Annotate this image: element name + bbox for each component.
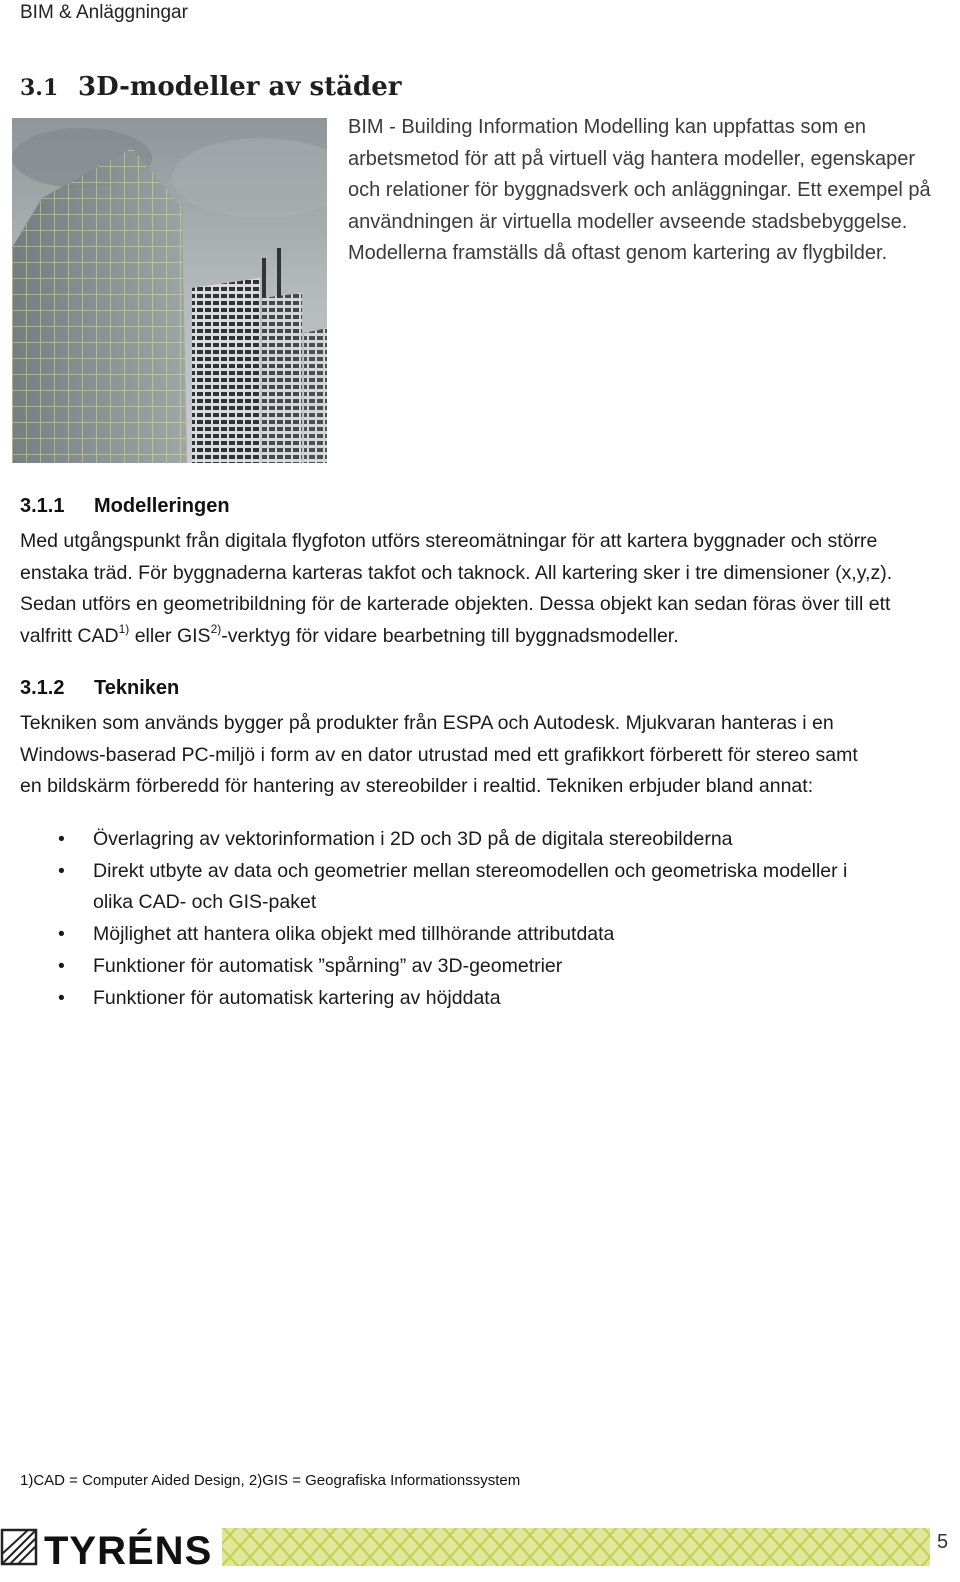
footnote-ref: 1): [118, 621, 130, 636]
intro-paragraph: [348, 112, 960, 270]
list-item: [20, 856, 940, 919]
bullet-icon: •: [58, 923, 65, 946]
bullet-icon: •: [58, 859, 65, 882]
list-item-text: Direkt utbyte av data och geometrier mellan stereomodellen och geometriska modeller i: [93, 859, 848, 882]
list-item: [20, 951, 940, 983]
list-item-text: Möjlighet att hantera olika objekt med tillhörande attributdata: [93, 923, 615, 946]
city-buildings-photo: [12, 118, 327, 463]
paragraph-line: enstaka träd. För byggnaderna karteras takfot och taknock. All kartering sker i tre dimensioner (x,y,z).: [20, 561, 893, 584]
text-run: -verktyg för vidare bearbetning till byggnadsmodeller.: [221, 624, 679, 647]
section-number: 3.1: [20, 75, 59, 101]
section-heading: [20, 72, 401, 102]
intro-line: arbetsmetod för att på virtuell väg hantera modeller, egenskaper: [348, 147, 915, 170]
paragraph-line: Tekniken som används bygger på produkter från ESPA och Autodesk. Mjukvaran hanteras i en: [20, 712, 834, 734]
tyrens-logo-mark: [2, 1530, 36, 1564]
section-title: 3D-modeller av städer: [78, 72, 402, 102]
paragraph-line: [20, 621, 960, 653]
list-item: [20, 983, 940, 1015]
footer-band: [0, 1524, 960, 1568]
paragraph-line: en bildskärm förberedd för hantering av stereobilder i realtid. Tekniken erbjuder bland annat:: [20, 775, 814, 797]
intro-line: användningen är virtuella modeller avseende stadsbebyggelse.: [348, 210, 908, 233]
paragraph-line: Windows-baserad PC-miljö i form av en dator utrustad med ett grafikkort förberett för stereo samt: [20, 743, 858, 766]
text-run: eller GIS: [129, 624, 211, 647]
bullet-icon: •: [58, 828, 65, 850]
brand-logotype: TYRÉNS: [44, 1529, 213, 1568]
list-item: [20, 919, 940, 951]
intro-line: och relationer för byggnadsverk och anläggningar. Ett exempel på: [348, 179, 931, 202]
running-header: BIM & Anläggningar: [20, 2, 188, 23]
subsection-heading: [20, 677, 179, 700]
text-run: valfritt CAD: [20, 624, 119, 647]
subsection-title: Tekniken: [94, 677, 180, 699]
list-item-text: Överlagring av vektorinformation i 2D och 3D på de digitala stereobilderna: [93, 828, 733, 850]
list-item-text: Funktioner för automatisk kartering av höjddata: [93, 986, 501, 1009]
intro-line: Modellerna framställs då oftast genom kartering av flygbilder.: [348, 242, 888, 265]
modelling-paragraph: [20, 526, 960, 652]
subsection-number: 3.1.2: [20, 677, 65, 699]
list-item-text: Funktioner för automatisk ”spårning” av 3D-geometrier: [93, 954, 563, 977]
subsection-number: 3.1.1: [20, 495, 65, 517]
list-item: [20, 824, 940, 856]
paragraph-line: Med utgångspunkt från digitala flygfoton utförs stereomätningar för att kartera byggnader och större: [20, 530, 878, 552]
technology-paragraph: [20, 708, 960, 803]
subsection-heading: [20, 495, 230, 518]
subsection-title: Modelleringen: [94, 495, 230, 517]
list-item-text: olika CAD- och GIS-paket: [93, 891, 317, 914]
bullet-icon: •: [58, 954, 65, 977]
footnote: 1)CAD = Computer Aided Design, 2)GIS = Geografiska Informationssystem: [20, 1472, 521, 1489]
bullet-icon: •: [58, 986, 65, 1009]
intro-line: BIM - Building Information Modelling kan uppfattas som en: [348, 116, 867, 138]
page-number: 5: [937, 1531, 949, 1553]
footnote-ref: 2): [210, 621, 222, 636]
paragraph-line: Sedan utförs en geometribildning för de karterade objekten. Dessa objekt kan sedan föras över till ett: [20, 593, 891, 615]
feature-list: [20, 824, 940, 1014]
